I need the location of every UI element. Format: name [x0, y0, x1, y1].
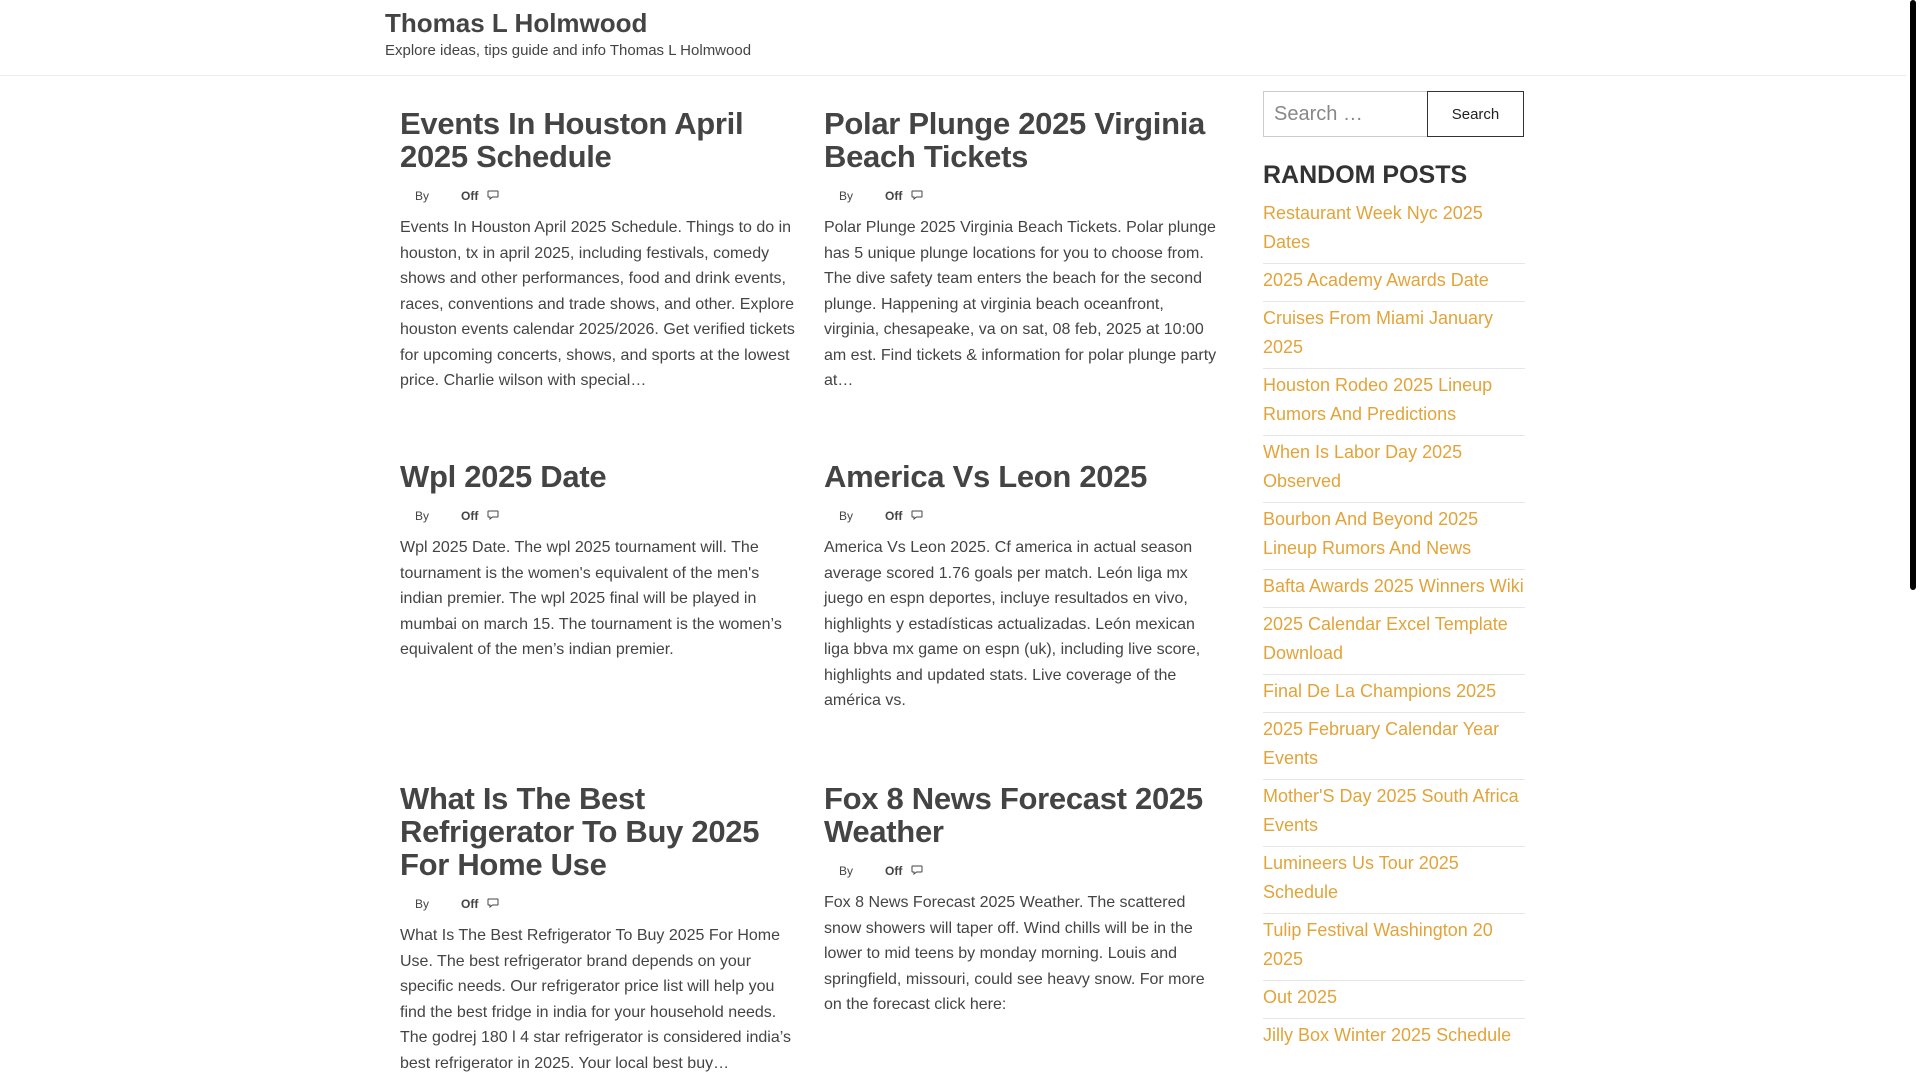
random-post-link[interactable]: Bafta Awards 2025 Winners Wiki — [1263, 576, 1524, 596]
post-excerpt: Polar Plunge 2025 Virginia Beach Tickets. Polar plunge has 5 unique plunge locations for you to choose from. The dive safety team enters the beach for the second plunge. Happening at virginia beach oceanfront, virginia, chesapeake, va on sat, 08 feb, 2025 at 10:00 am est. Find tickets & information for polar plunge party at… — [824, 219, 1217, 389]
post-card — [824, 107, 1219, 394]
random-post-link[interactable]: Restaurant Week Nyc 2025 Dates — [1263, 203, 1483, 252]
site-title[interactable]: Thomas L Holmwood — [385, 8, 648, 38]
post-meta — [824, 189, 1219, 207]
post-excerpt: Wpl 2025 Date. The wpl 2025 tournament will. The tournament is the women's equivalent of the men's indian premier. The wpl 2025 final will be played in mumbai on march 15. The tournament is the women’s equivalent of the men’s indian premier. — [400, 539, 782, 658]
post-title[interactable]: America Vs Leon 2025 — [824, 459, 1148, 494]
comment-icon — [911, 189, 923, 201]
post-title[interactable]: Events In Houston April 2025 Schedule — [400, 106, 744, 174]
list-item — [1263, 369, 1525, 436]
list-item — [1263, 847, 1525, 914]
site-header — [0, 0, 1906, 76]
post-excerpt: America Vs Leon 2025. Cf america in actual season average scored 1.76 goals per match. León liga mx juego en espn deportes, incluye resultados en vivo, highlights y estadísticas actualizadas. León mexican liga bbva mx game on espn (uk), including live score, highlights and updated stats. Live coverage of the américa vs. — [824, 539, 1201, 709]
post-card — [824, 782, 1219, 1018]
list-item — [1263, 570, 1525, 608]
list-item — [1263, 713, 1525, 780]
comment-icon — [487, 897, 499, 909]
random-post-link[interactable]: 2025 Academy Awards Date — [1263, 270, 1489, 290]
post-excerpt: Events In Houston April 2025 Schedule. Things to do in houston, tx in april 2025, including festivals, comedy shows and other performances, food and drink events, races, conventions and trade shows, and other. Explore houston events calendar 2025/2026. Get verified tickets for upcoming concerts, shows, and sports at the lowest price. Charlie wilson with special… — [400, 219, 795, 389]
list-item — [1263, 981, 1525, 1019]
random-post-link[interactable]: When Is Labor Day 2025 Observed — [1263, 442, 1463, 491]
list-item — [1263, 197, 1525, 264]
random-post-link[interactable]: 2025 Calendar Excel Template Download — [1263, 614, 1508, 663]
post-card — [400, 107, 795, 394]
post-meta — [824, 509, 1219, 527]
list-item — [1263, 503, 1525, 570]
scrollbar-thumb[interactable] — [1910, 0, 1916, 590]
post-comments-status: Off — [885, 189, 903, 203]
list-item — [1263, 608, 1525, 675]
search-form — [1263, 91, 1525, 137]
random-post-link[interactable]: Out 2025 — [1263, 987, 1338, 1007]
random-post-link[interactable]: Tulip Festival Washington 20 2025 — [1263, 920, 1493, 969]
post-comments-status: Off — [885, 864, 903, 878]
list-item — [1263, 914, 1525, 981]
post-author-label: By — [415, 509, 430, 523]
comment-icon — [487, 509, 499, 521]
post-meta — [400, 897, 795, 915]
post-title[interactable]: Polar Plunge 2025 Virginia Beach Tickets — [824, 106, 1206, 174]
list-item — [1263, 675, 1525, 713]
post-author-label: By — [839, 864, 854, 878]
random-post-link[interactable]: Bourbon And Beyond 2025 Lineup Rumors And News — [1263, 509, 1479, 558]
post-meta — [400, 509, 795, 527]
list-item — [1263, 264, 1525, 302]
post-card — [824, 460, 1219, 714]
post-author-label: By — [415, 897, 430, 911]
post-author-label: By — [415, 189, 430, 203]
post-comments-status: Off — [461, 897, 479, 911]
comment-icon — [911, 509, 923, 521]
post-card — [400, 782, 795, 1076]
post-author-label: By — [839, 189, 854, 203]
comment-icon — [911, 864, 923, 876]
post-comments-status: Off — [461, 509, 479, 523]
random-post-link[interactable]: Lumineers Us Tour 2025 Schedule — [1263, 853, 1459, 902]
random-post-link[interactable]: 2025 February Calendar Year Events — [1263, 719, 1500, 768]
post-title[interactable]: What Is The Best Refrigerator To Buy 2025 For Home Use — [400, 781, 760, 882]
comment-icon — [487, 189, 499, 201]
list-item — [1263, 780, 1525, 847]
list-item — [1263, 1019, 1525, 1056]
search-input[interactable] — [1263, 91, 1438, 137]
post-comments-status: Off — [461, 189, 479, 203]
post-excerpt: What Is The Best Refrigerator To Buy 2025 For Home Use. The best refrigerator brand depends on your specific needs. Our refrigerator price list will help you find the best fridge in india for your household needs. The godrej 180 l 4 star refrigerator is considered india’s best refrigerator in 2025. Your local best buy… — [400, 927, 792, 1072]
post-excerpt: Fox 8 News Forecast 2025 Weather. The scattered snow showers will taper off. Wind chills will be in the lower to mid teens by monday morning. Louis and springfield, missouri, could see heavy snow. For more on the forecast click here: — [824, 894, 1205, 1013]
random-post-link[interactable]: Cruises From Miami January 2025 — [1263, 308, 1494, 357]
post-title[interactable]: Fox 8 News Forecast 2025 Weather — [824, 781, 1203, 849]
post-comments-status: Off — [885, 509, 903, 523]
post-meta — [400, 189, 795, 207]
random-posts-list — [1263, 197, 1525, 1056]
post-card — [400, 460, 795, 663]
search-button[interactable]: Search — [1427, 91, 1524, 137]
list-item — [1263, 302, 1525, 369]
post-title[interactable]: Wpl 2025 Date — [400, 459, 607, 494]
random-post-link[interactable]: Final De La Champions 2025 — [1263, 681, 1497, 701]
site-description: Explore ideas, tips guide and info Thomas L Holmwood — [385, 42, 752, 59]
random-post-link[interactable]: Houston Rodeo 2025 Lineup Rumors And Predictions — [1263, 375, 1493, 424]
list-item — [1263, 436, 1525, 503]
random-posts-heading: RANDOM POSTS — [1263, 161, 1468, 189]
random-post-link[interactable]: Jilly Box Winter 2025 Schedule — [1263, 1025, 1512, 1045]
post-meta — [824, 864, 1219, 882]
random-post-link[interactable]: Mother'S Day 2025 South Africa Events — [1263, 786, 1519, 835]
post-author-label: By — [839, 509, 854, 523]
